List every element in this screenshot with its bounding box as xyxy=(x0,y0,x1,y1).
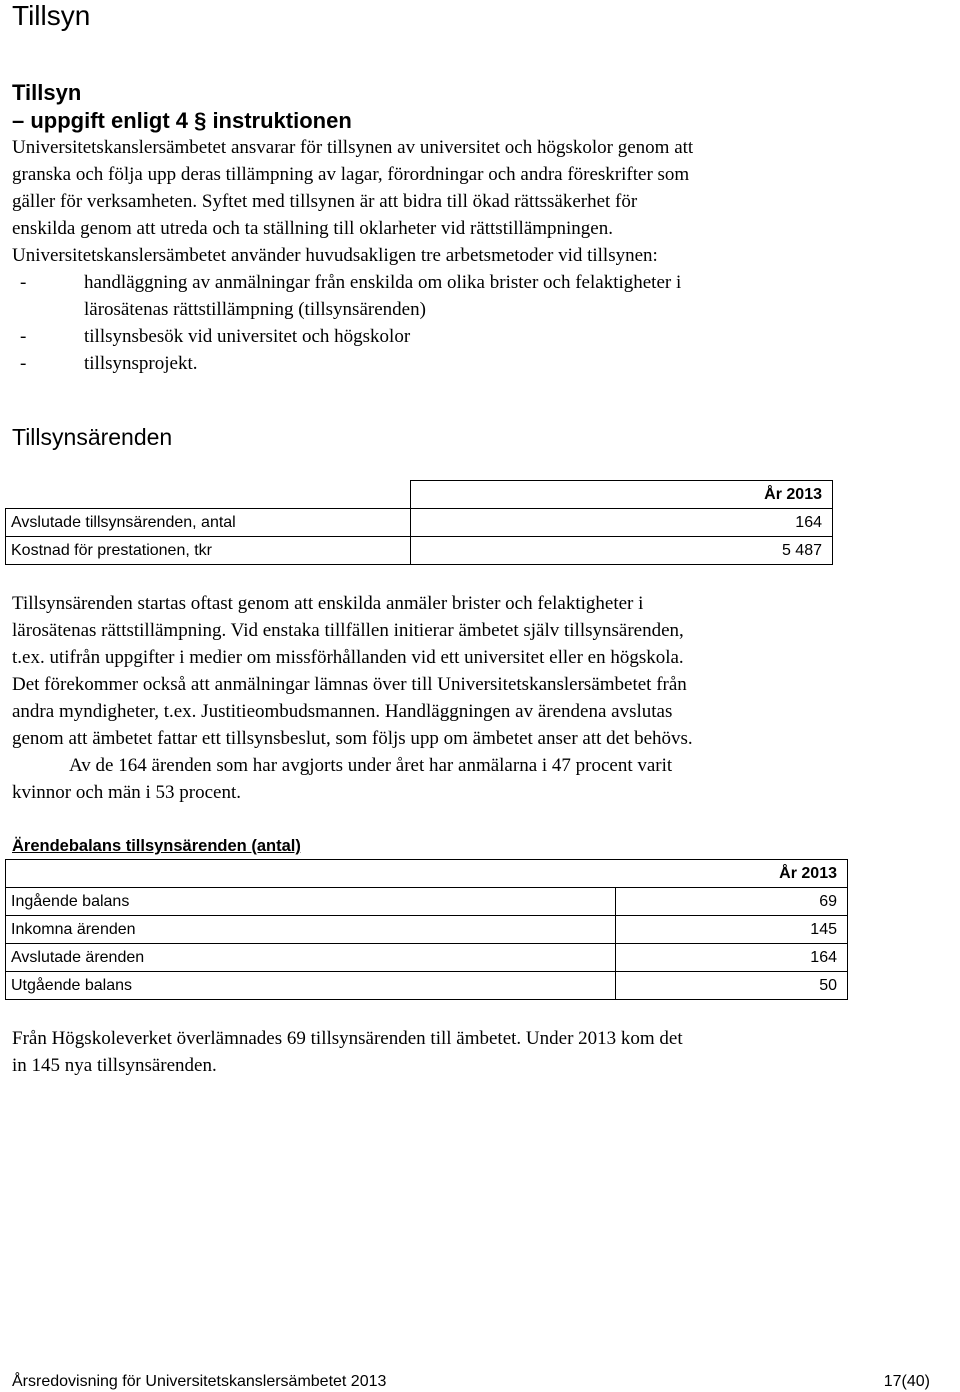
list-item-text: tillsynsprojekt. xyxy=(84,353,198,374)
list-dash: - xyxy=(20,353,27,374)
text-line: andra myndigheter, t.ex. Justitieombudsmannen. Handläggningen av ärendena avslutas xyxy=(12,701,673,722)
cases-heading: Tillsynsärenden xyxy=(12,424,173,450)
text-line: genom att ämbetet fattar ett tillsynsbeslut, som följs upp om ämbetet anser att det behövs. xyxy=(12,728,693,749)
list-item-text: handläggning av anmälningar från enskilda om olika brister och felaktigheter i xyxy=(84,272,682,293)
balance-heading: Ärendebalans tillsynsärenden (antal) xyxy=(12,837,301,855)
table-header-row xyxy=(6,860,848,888)
intro-paragraph xyxy=(12,134,842,269)
row-label: Ingående balans xyxy=(6,888,616,916)
table-row xyxy=(6,888,848,916)
text-line: in 145 nya tillsynsärenden. xyxy=(12,1055,217,1076)
list-item-text: lärosätenas rättstillämpning (tillsynsärenden) xyxy=(84,299,426,320)
row-label: Kostnad för prestationen, tkr xyxy=(6,537,411,565)
row-value: 69 xyxy=(616,888,848,916)
text-line: kvinnor och män i 53 procent. xyxy=(12,782,242,803)
year-header: År 2013 xyxy=(6,860,848,888)
table-row xyxy=(6,509,833,537)
section-title: Tillsyn xyxy=(12,80,82,105)
balance-table xyxy=(5,859,848,1000)
text-line: Tillsynsärenden startas oftast genom att enskilda anmäler brister och felaktigheter i xyxy=(12,593,644,614)
footer-document-title: Årsredovisning för Universitetskanslersämbetet 2013 xyxy=(12,1373,387,1390)
section-subtitle: – uppgift enligt 4 § instruktionen xyxy=(12,108,352,133)
row-label: Avslutade tillsynsärenden, antal xyxy=(6,509,411,537)
table-header-row xyxy=(6,481,833,509)
list-dash: - xyxy=(20,326,27,347)
table-cell-empty xyxy=(6,481,411,509)
text-line: Universitetskanslersämbetet använder huvudsakligen tre arbetsmetoder vid tillsynen: xyxy=(12,245,658,266)
footer-page-number: 17(40) xyxy=(883,1373,930,1390)
transfer-paragraph xyxy=(12,1025,842,1079)
table-row xyxy=(6,972,848,1000)
cases-paragraph xyxy=(12,590,842,806)
text-line: lärosätenas rättstillämpning. Vid enstaka tillfällen initierar ämbetet själv tillsynsärenden, xyxy=(12,620,684,641)
text-line: Universitetskanslersämbetet ansvarar för tillsynen av universitet och högskolor genom att xyxy=(12,137,694,158)
text-line: Från Högskoleverket överlämnades 69 tillsynsärenden till ämbetet. Under 2013 kom det xyxy=(12,1028,683,1049)
row-value: 164 xyxy=(616,944,848,972)
text-line: gäller för verksamheten. Syftet med tillsynen är att bidra till ökad rättssäkerhet för xyxy=(12,191,638,212)
text-line: enskilda genom att utreda och ta ställning till oklarheter vid rättstillämpningen. xyxy=(12,218,613,239)
text-line: t.ex. utifrån uppgifter i medier om missförhållanden vid ett universitet eller en högskola. xyxy=(12,647,684,668)
row-value: 145 xyxy=(616,916,848,944)
list-item-text: tillsynsbesök vid universitet och högskolor xyxy=(84,326,411,347)
row-label: Utgående balans xyxy=(6,972,616,1000)
table-row xyxy=(6,537,833,565)
table-row xyxy=(6,944,848,972)
row-value: 5 487 xyxy=(411,537,833,565)
row-label: Inkomna ärenden xyxy=(6,916,616,944)
text-line: Av de 164 ärenden som har avgjorts under året har anmälarna i 47 procent varit xyxy=(69,755,673,776)
table-row xyxy=(6,916,848,944)
page-title: Tillsyn xyxy=(12,0,91,31)
text-line: Det förekommer också att anmälningar lämnas över till Universitetskanslersämbetet från xyxy=(12,674,687,695)
row-value: 50 xyxy=(616,972,848,1000)
year-header: År 2013 xyxy=(411,481,833,509)
text-line: granska och följa upp deras tillämpning av lagar, förordningar och andra föreskrifter som xyxy=(12,164,690,185)
row-label: Avslutade ärenden xyxy=(6,944,616,972)
list-dash: - xyxy=(20,272,27,293)
cases-table xyxy=(5,480,833,565)
row-value: 164 xyxy=(411,509,833,537)
